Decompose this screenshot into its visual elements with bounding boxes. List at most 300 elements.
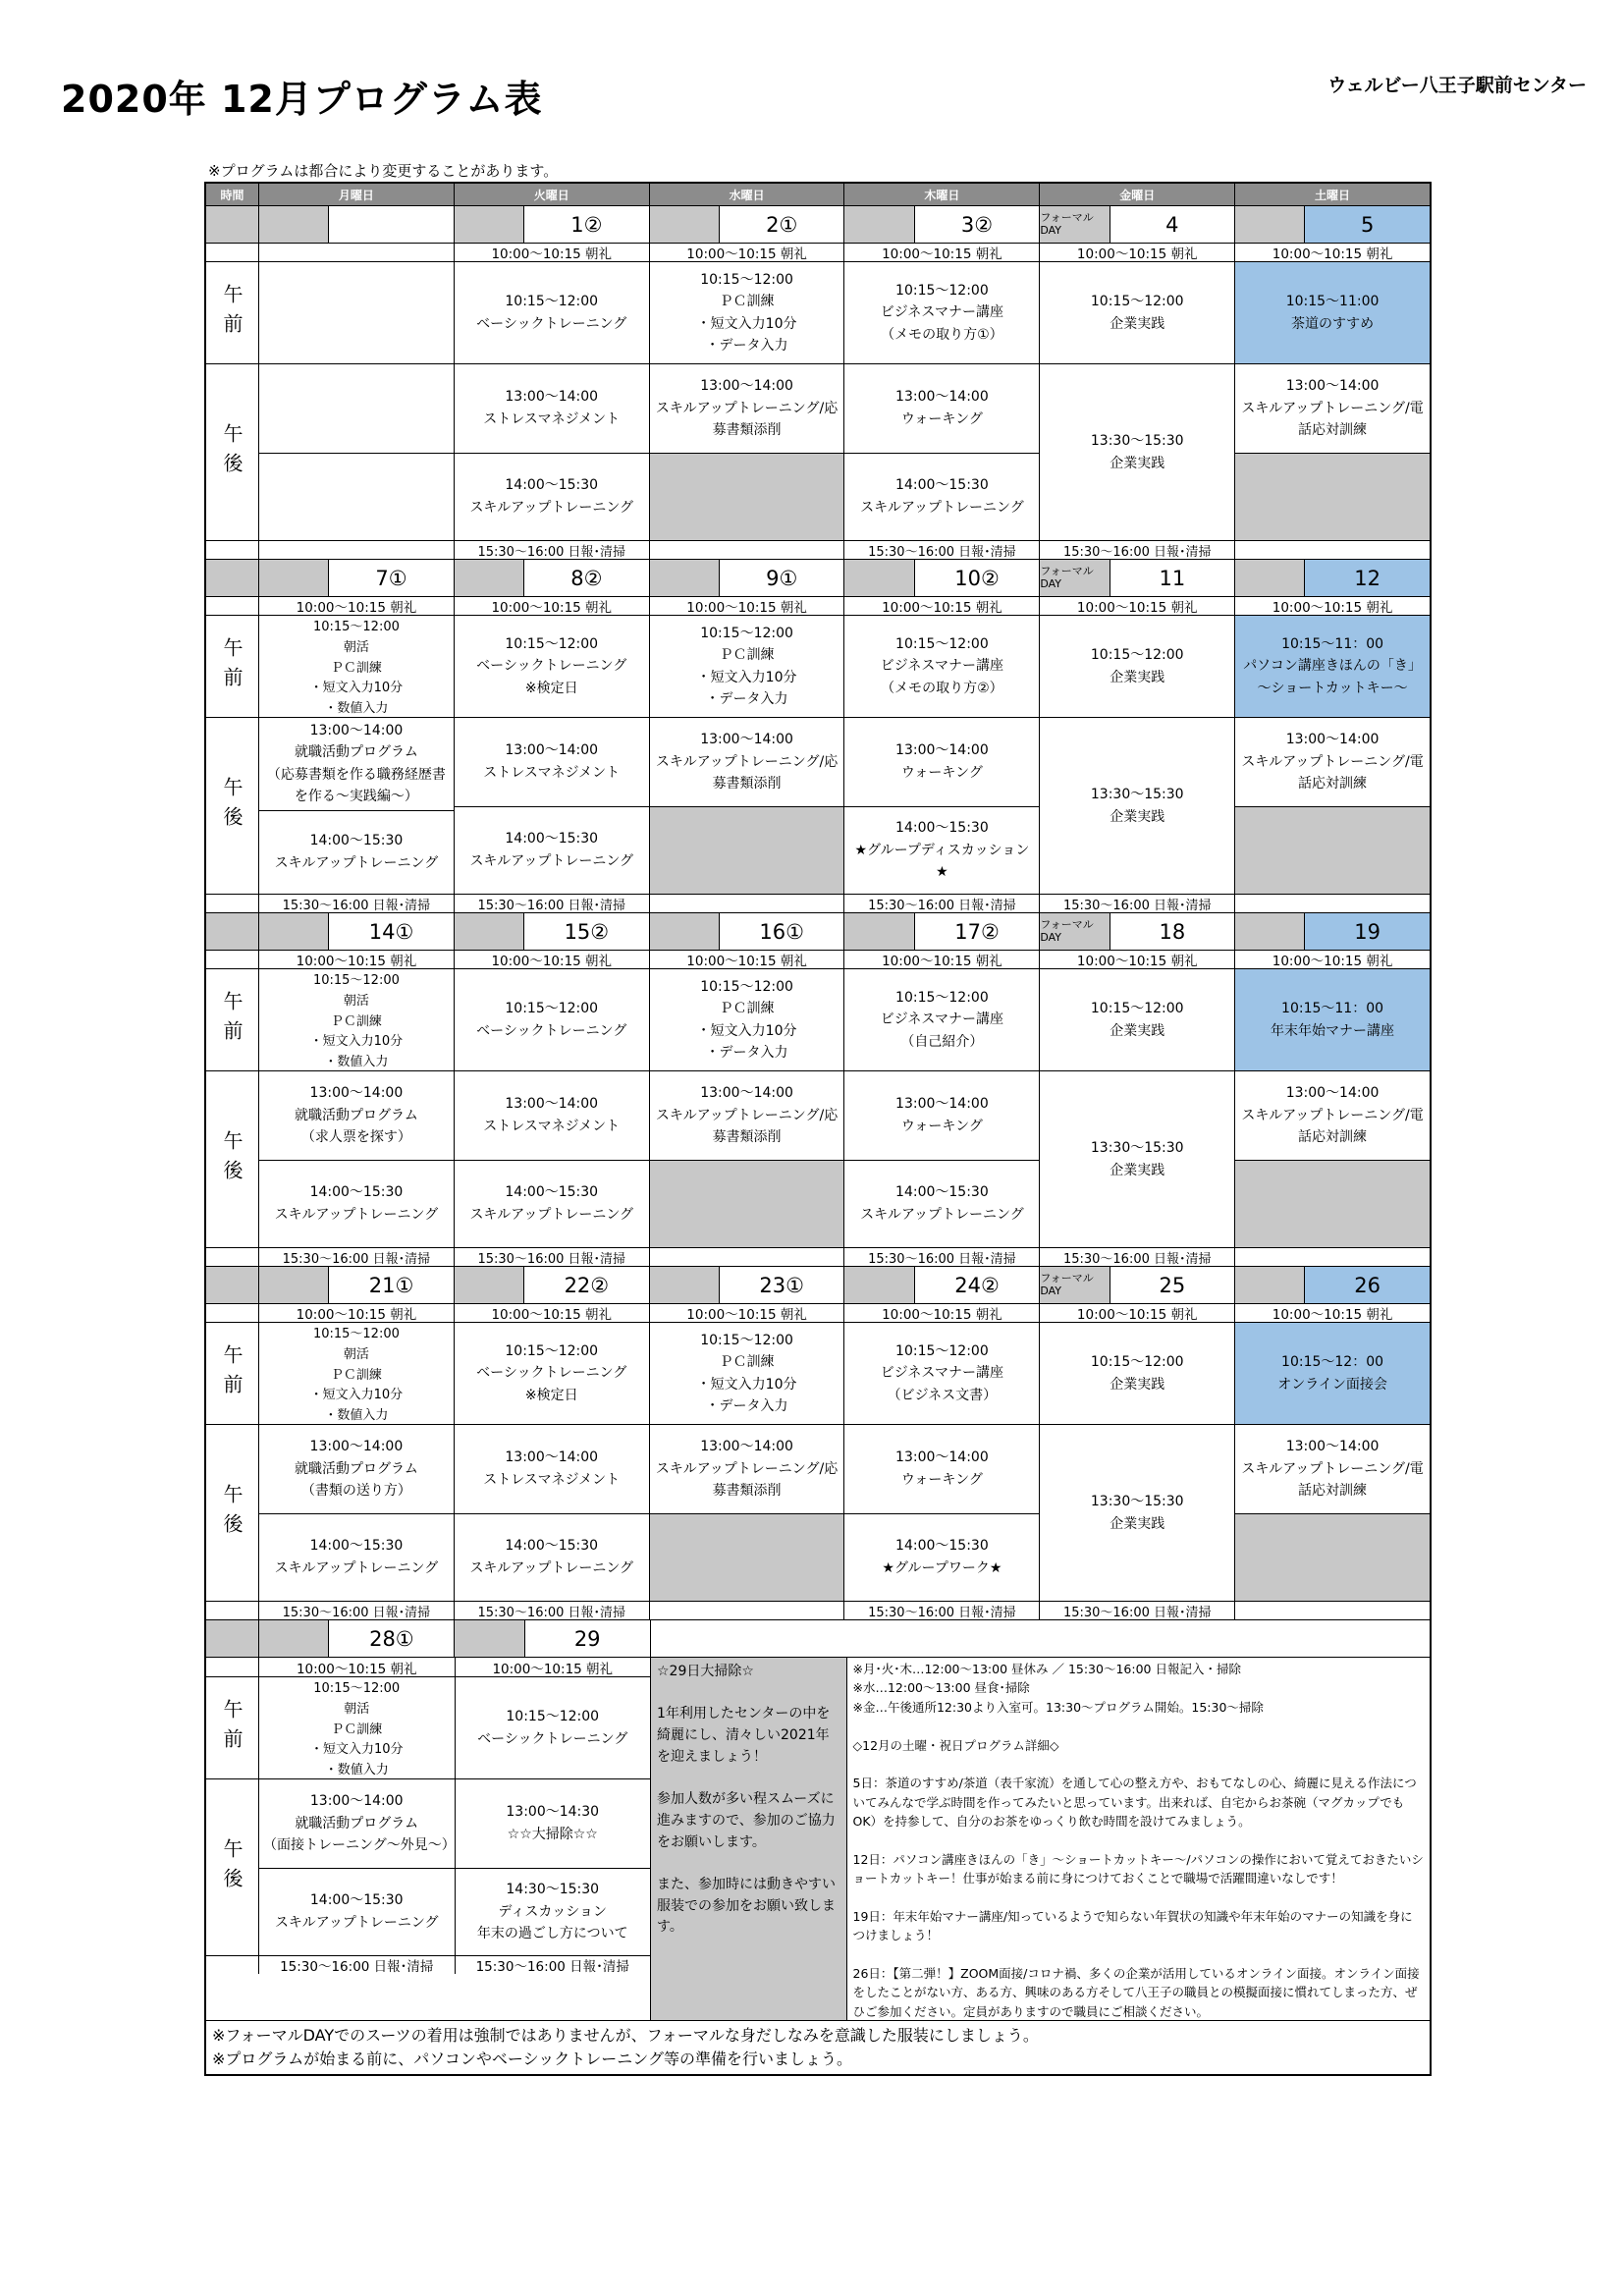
end-of-day-cell: 15:30～16:00 日報･清掃 xyxy=(843,541,1039,559)
date-row xyxy=(206,1619,1430,1657)
end-of-day-cell: 15:30～16:00 日報･清掃 xyxy=(258,1248,454,1266)
morning-assembly-cell: 10:00～10:15 朝礼 xyxy=(649,597,844,615)
am-program-cell xyxy=(1234,616,1430,717)
am-program-text: 10:15～11:00 茶道のすすめ xyxy=(1285,294,1380,332)
date-label-left xyxy=(455,560,524,596)
pm2-program-text xyxy=(650,1160,844,1248)
morning-assembly-cell: 10:00～10:15 朝礼 xyxy=(454,1304,649,1322)
pm2-program-text xyxy=(650,1513,844,1602)
end-of-day-cell xyxy=(258,541,454,559)
date-row xyxy=(206,205,1430,243)
date-number: 18 xyxy=(1159,919,1186,944)
morning-assembly-cell: 10:00～10:15 朝礼 xyxy=(843,951,1039,968)
date-row xyxy=(206,1266,1430,1303)
pm-program-text: 13:00～14:00 ストレスマネジメント xyxy=(483,742,621,781)
date-cell xyxy=(454,560,649,596)
am-program-text: 10:15～12:00 企業実践 xyxy=(1090,1001,1184,1039)
am-program-cell xyxy=(1039,969,1234,1070)
date-label-left xyxy=(1235,1267,1305,1303)
am-program-text: 10:15～12:00 ＰＣ訓練 ・短文入力10分 ・データ入力 xyxy=(696,625,797,707)
date-label-left xyxy=(1040,913,1110,950)
am-program-text: 10:15～12:00 ベーシックトレーニング xyxy=(476,294,627,332)
formal-day-label: フォーマル DAY xyxy=(1040,1271,1094,1297)
date-cell xyxy=(258,913,454,950)
pm-program-text: 13:00～14:00 スキルアップトレーニング/電話応対訓練 xyxy=(1241,732,1424,792)
end-of-day-cell: 15:30～16:00 日報･清掃 xyxy=(454,895,649,912)
pm-program-cell xyxy=(649,718,844,894)
date-cell xyxy=(649,206,844,243)
am-program-text: 10:15～12:00 朝活 ＰＣ訓練 ・短文入力10分 ・数値入力 xyxy=(309,1681,404,1778)
pm-program-cell xyxy=(258,1425,454,1601)
formal-day-label: フォーマル DAY xyxy=(1040,564,1094,590)
time-label-pm: 午後 xyxy=(220,1483,244,1543)
am-program-cell xyxy=(649,616,844,717)
date-number xyxy=(329,206,454,243)
am-program-cell xyxy=(649,969,844,1070)
date-cell xyxy=(1039,1267,1234,1303)
date-cell xyxy=(649,913,844,950)
morning-assembly-cell: 10:00～10:15 朝礼 xyxy=(1039,1304,1234,1322)
time-label-pm: 午後 xyxy=(220,776,244,836)
am-program-text: 10:15～12:00 ビジネスマナー講座 （自己紹介） xyxy=(880,989,1004,1050)
pm-program-text: 13:00～14:00 就職活動プログラム （書類の送り方） xyxy=(294,1439,418,1499)
am-program-text: 10:15～12:00 朝活 ＰＣ訓練 ・短文入力10分 ・数値入力 xyxy=(309,1327,404,1424)
am-program-text: 10:15～12:00 朝活 ＰＣ訓練 ・短文入力10分 ・数値入力 xyxy=(309,973,404,1070)
pm-program-cell xyxy=(1039,718,1234,894)
pm-program-cell xyxy=(258,718,454,894)
date-cell xyxy=(258,1267,454,1303)
am-program-cell xyxy=(843,969,1039,1070)
morning-assembly-cell: 10:00～10:15 朝礼 xyxy=(1039,244,1234,261)
pm-program-text: 13:00～14:00 ウォーキング xyxy=(895,389,989,427)
date-label-left xyxy=(1235,206,1305,243)
date-number: 3② xyxy=(960,212,994,237)
am-program-cell xyxy=(454,1323,649,1424)
page-title: 2020年 12月プログラム表 xyxy=(61,78,543,121)
end-of-day-cell: 15:30～16:00 日報･清掃 xyxy=(454,1602,649,1619)
date-cell xyxy=(1234,560,1430,596)
pm2-program-text: 14:00～15:30 スキルアップトレーニング xyxy=(455,1513,649,1602)
morning-assembly-cell: 10:00～10:15 朝礼 xyxy=(454,244,649,261)
footer-notes xyxy=(206,2020,1430,2074)
pm-program-cell xyxy=(843,1071,1039,1247)
date-label-left xyxy=(844,206,914,243)
date-number: 7① xyxy=(375,566,407,590)
morning-assembly-cell: 10:00～10:15 朝礼 xyxy=(649,244,844,261)
pm-program-cell xyxy=(1234,1071,1430,1247)
last-week-body: 10:00～10:15 朝礼 10:00～10:15 朝礼 午前 10:15～12:00 朝活 ＰＣ訓練 ・短文入力10分 ・数値入力 10:15～12:00 ベーシックトレーニング 午後 13:00～14:00 就職活動プログラム （面接トレーニング～外見～） 14:00～15:30 スキルアップトレーニング 13:00～14:30 ☆☆大掃除☆☆ 14:30～15:30 ディスカッション 年末の過ごし方について 15:30～16:00 日報･清掃 15:30～16:00 日報･清掃 ☆29日大掃除☆ 1年利用したセンターの中を綺麗にし、清々しい2021年を迎えましょう！ 参加人数が多い程スムーズに進みますので、参加のご協力をお願いします。 また、参加時には動きやすい服装での参加をお願い致します。 ※月･火･木…12:00～13:00 昼休み ／ 15:30～16:00 日報記入・掃除 ※水…12:00～13:00 昼食･掃除 ※金…午後通所12:30より入室可。13:30～プログラム開始。15:30～掃除 ◇12月の土曜・祝日プログラム詳細◇ 5日：茶道のすすめ/茶道（表千家流）を通して心の整え方や、おもてなしの心、綺麗に見える作法についてみんなで学ぶ時間を作ってみたいと思っています。出来れば、自宅からお茶碗（マグカップでもOK）を持参して、自分のお茶をゆっくり飲む時間を設けてみましょう。 12日：パソコン講座きほんの「き」～ショートカットキー～/パソコンの操作において覚えておきたいショートカットキー！仕事が始まる前に身につけておくことで職場で活躍間違いなしです！ 19日：年末年始マナー講座/知っているようで知らない年賀状の知識や年末年始のマナーの知識を身につけましょう！ 26日：【第二弾！】ZOOM面接/コロナ禍、多くの企業が活用しているオンライン面接。オンライン面接をしたことがない方、ある方、興味のある方そして八王子の職員との模擬面接に慣れてしまった方、ぜひご参加ください。定員がありますので職員にご相談ください。 xyxy=(206,1657,1430,2020)
pm-program-cell xyxy=(454,1071,649,1247)
pm-program-cell xyxy=(649,1071,844,1247)
am-row xyxy=(206,1322,1430,1424)
date-label-left xyxy=(259,560,329,596)
pm-program-cell xyxy=(843,364,1039,540)
time-label-am: 午前 xyxy=(220,1698,244,1758)
am-program-cell xyxy=(843,616,1039,717)
time-label-am: 午前 xyxy=(220,283,244,343)
morning-assembly-cell: 10:00～10:15 朝礼 xyxy=(1234,1304,1430,1322)
time-cell xyxy=(206,206,258,243)
end-of-day-cell xyxy=(1234,1248,1430,1266)
am-program-text: 10:15～12:00 ビジネスマナー講座 （ビジネス文書） xyxy=(880,1342,1004,1403)
formal-day-label: フォーマル DAY xyxy=(1040,210,1094,237)
footer-note: ※プログラムが始まる前に、パソコンやベーシックトレーニング等の準備を行いましょう。 xyxy=(212,2050,852,2068)
pm-program-cell xyxy=(454,1425,649,1601)
pm-program-cell xyxy=(1039,364,1234,540)
pm2-program-text: 14:00～15:30 スキルアップトレーニング xyxy=(844,453,1039,541)
morning-assembly-row xyxy=(206,1303,1430,1322)
end-of-day-cell: 15:30～16:00 日報･清掃 xyxy=(258,1602,454,1619)
pm2-program-text xyxy=(1235,1513,1430,1602)
am-program-text: 10:15～12：00 オンライン面接会 xyxy=(1277,1354,1387,1393)
pm-program-text: 13:00～14:00 就職活動プログラム （応募書類を作る職務経歴書を作る～実践編～） xyxy=(266,723,446,805)
morning-assembly-cell: 10:00～10:15 朝礼 xyxy=(843,1304,1039,1322)
pm-program-text: 13:00～14:00 スキルアップトレーニング/電話応対訓練 xyxy=(1241,378,1424,438)
end-of-day-cell: 15:30～16:00 日報･清掃 xyxy=(258,895,454,912)
pm-program-cell xyxy=(843,1425,1039,1601)
pm-program-text: 13:30～15:30 企業実践 xyxy=(1090,1494,1184,1532)
date-cell xyxy=(1234,913,1430,950)
pm2-program-text xyxy=(1235,806,1430,895)
end-row xyxy=(206,894,1430,912)
date-label-left xyxy=(455,206,524,243)
change-note: ※プログラムは都合により変更することがあります。 xyxy=(208,162,559,180)
date-label-left xyxy=(1040,560,1110,596)
end-of-day-cell: 15:30～16:00 日報･清掃 xyxy=(843,1602,1039,1619)
date-number: 26 xyxy=(1305,1267,1430,1303)
date-cell xyxy=(454,913,649,950)
morning-assembly-row xyxy=(206,243,1430,261)
date-number: 15② xyxy=(564,919,610,944)
date-cell xyxy=(843,560,1039,596)
weekday-header-cell: 金曜日 xyxy=(1039,184,1234,205)
pm-row xyxy=(206,1424,1430,1601)
date-number: 23① xyxy=(759,1273,804,1297)
date-number: 4 xyxy=(1165,212,1179,237)
morning-assembly-cell xyxy=(258,244,454,261)
pm-program-cell xyxy=(1234,1425,1430,1601)
date-number: 1② xyxy=(570,212,603,237)
pm2-program-text xyxy=(650,453,844,541)
pm2-program-text xyxy=(1235,453,1430,541)
pm-program-text: 13:00～14:30 ☆☆大掃除☆☆ xyxy=(506,1804,600,1842)
end-of-day-cell xyxy=(1234,1602,1430,1619)
date-number: 2① xyxy=(766,212,798,237)
pm2-program-text: 14:00～15:30 スキルアップトレーニング xyxy=(259,1868,455,1956)
am-program-text: 10:15～12:00 企業実践 xyxy=(1090,647,1184,685)
date-label-left xyxy=(650,913,720,950)
end-of-day-cell: 15:30～16:00 日報･清掃 xyxy=(843,895,1039,912)
date-number: 11 xyxy=(1159,566,1186,590)
pm-program-text: 13:00～14:00 ウォーキング xyxy=(895,1449,989,1488)
end-of-day-cell xyxy=(649,895,844,912)
pm2-program-text: 14:00～15:30 スキルアップトレーニング xyxy=(455,453,649,541)
footer-note: ※フォーマルDAYでのスーツの着用は強制ではありませんが、フォーマルな身だしなみを意識した服装にしましょう。 xyxy=(212,2026,1039,2045)
am-program-text: 10:15～12:00 ビジネスマナー講座 （メモの取り方①） xyxy=(880,282,1004,343)
date-cell xyxy=(1234,206,1430,243)
weekday-header-cell: 土曜日 xyxy=(1234,184,1430,205)
time-label-pm: 午後 xyxy=(220,1837,244,1897)
pm-program-cell xyxy=(649,1425,844,1601)
morning-assembly-cell: 10:00～10:15 朝礼 xyxy=(258,1304,454,1322)
date-label-left xyxy=(650,560,720,596)
schedule-grid xyxy=(204,182,1432,2076)
pm2-program-text: 14:00～15:30 スキルアップトレーニング xyxy=(259,810,454,894)
date-cell xyxy=(1039,913,1234,950)
date-number: 9① xyxy=(766,566,798,590)
pm2-program-text xyxy=(1235,1160,1430,1248)
am-program-cell xyxy=(1234,1323,1430,1424)
date-label-left xyxy=(455,1267,524,1303)
morning-assembly-row xyxy=(206,950,1430,968)
am-program-cell xyxy=(1234,969,1430,1070)
morning-assembly-cell: 10:00～10:15 朝礼 xyxy=(1234,597,1430,615)
pm-program-text: 13:00～14:00 ストレスマネジメント xyxy=(483,1449,621,1488)
pm-program-cell xyxy=(649,364,844,540)
am-program-text: 10:15～12:00 ＰＣ訓練 ・短文入力10分 ・データ入力 xyxy=(696,271,797,354)
am-program-text: 10:15～12:00 朝活 ＰＣ訓練 ・短文入力10分 ・数値入力 xyxy=(309,620,404,717)
end-row xyxy=(206,1601,1430,1619)
time-label-am: 午前 xyxy=(220,636,244,696)
end-row xyxy=(206,540,1430,559)
weekday-header-cell: 木曜日 xyxy=(843,184,1039,205)
morning-assembly-cell: 10:00～10:15 朝礼 xyxy=(649,1304,844,1322)
am-program-text xyxy=(259,262,454,363)
am-program-text: 10:15～12:00 企業実践 xyxy=(1090,1354,1184,1393)
date-number: 12 xyxy=(1305,560,1430,596)
pm2-program-text: 14:00～15:30 スキルアップトレーニング xyxy=(455,806,649,895)
am-program-cell xyxy=(258,969,454,1070)
am-row xyxy=(206,968,1430,1070)
date-number: 22② xyxy=(564,1273,610,1297)
am-program-text: 10:15～11：00 パソコン講座きほんの「き」 ～ショートカットキー～ xyxy=(1243,635,1422,696)
morning-assembly-cell: 10:00～10:15 朝礼 xyxy=(843,244,1039,261)
date-number: 25 xyxy=(1159,1273,1186,1297)
pm2-program-text: 14:00～15:30 ★グループディスカッション★ xyxy=(844,806,1039,895)
am-program-cell xyxy=(454,969,649,1070)
pm-program-text: 13:30～15:30 企業実践 xyxy=(1090,787,1184,825)
pm-program-text: 13:00～14:00 スキルアップトレーニング/応募書類添削 xyxy=(655,378,839,438)
morning-assembly-row xyxy=(206,596,1430,615)
pm-program-text: 13:30～15:30 企業実践 xyxy=(1090,1140,1184,1178)
am-program-cell xyxy=(454,262,649,363)
pm-program-text xyxy=(259,364,454,453)
pm-program-cell xyxy=(258,364,454,540)
date-number: 28① xyxy=(369,1626,414,1651)
morning-assembly-cell: 10:00～10:15 朝礼 xyxy=(649,951,844,968)
date-label-left xyxy=(844,560,914,596)
pm2-program-text: 14:00～15:30 スキルアップトレーニング xyxy=(259,1513,454,1602)
time-label-pm: 午後 xyxy=(220,1129,244,1189)
pm-program-cell xyxy=(1234,718,1430,894)
date-number: 16① xyxy=(759,919,804,944)
am-program-text: 10:15～12:00 ベーシックトレーニング xyxy=(476,1001,627,1039)
time-cell xyxy=(206,560,258,596)
morning-assembly-cell: 10:00～10:15 朝礼 xyxy=(1234,244,1430,261)
pm2-program-text xyxy=(650,806,844,895)
am-program-cell xyxy=(1039,262,1234,363)
date-cell xyxy=(649,1267,844,1303)
weekday-header xyxy=(206,184,1430,205)
pm-program-cell xyxy=(454,718,649,894)
am-program-cell xyxy=(1039,1323,1234,1424)
date-cell xyxy=(258,206,454,243)
date-number: 21① xyxy=(368,1273,414,1297)
date-label-left xyxy=(1040,206,1110,243)
am-program-text: 10:15～12:00 ベーシックトレーニング ※検定日 xyxy=(476,1342,627,1403)
am-program-cell xyxy=(258,616,454,717)
weekday-header-cell: 火曜日 xyxy=(454,184,649,205)
pm2-program-text: 14:00～15:30 スキルアップトレーニング xyxy=(259,1160,454,1248)
date-label-left xyxy=(259,913,329,950)
date-number: 24② xyxy=(954,1273,1000,1297)
date-cell xyxy=(843,1267,1039,1303)
morning-assembly-cell: 10:00～10:15 朝礼 xyxy=(454,951,649,968)
date-label-left xyxy=(650,1267,720,1303)
end-of-day-cell: 15:30～16:00 日報･清掃 xyxy=(1039,541,1234,559)
am-row xyxy=(206,615,1430,717)
date-label-left xyxy=(844,913,914,950)
date-number: 5 xyxy=(1305,206,1430,243)
am-program-text: 10:15～12:00 ビジネスマナー講座 （メモの取り方②） xyxy=(880,635,1004,696)
date-label-left xyxy=(1235,560,1305,596)
pm-program-cell xyxy=(258,1071,454,1247)
pm-row xyxy=(206,363,1430,540)
pm-program-text: 13:00～14:00 就職活動プログラム （面接トレーニング～外見～） xyxy=(263,1793,456,1853)
time-cell xyxy=(206,1267,258,1303)
date-number: 8② xyxy=(570,566,603,590)
morning-assembly-cell: 10:00～10:15 朝礼 xyxy=(1039,951,1234,968)
morning-assembly-cell: 10:00～10:15 朝礼 xyxy=(1039,597,1234,615)
am-row xyxy=(206,261,1430,363)
date-number: 29 xyxy=(573,1626,601,1651)
pm2-program-text: 14:00～15:30 スキルアップトレーニング xyxy=(455,1160,649,1248)
pm-row xyxy=(206,1070,1430,1247)
pm-program-text: 13:00～14:00 スキルアップトレーニング/電話応対訓練 xyxy=(1241,1439,1424,1499)
date-label-left xyxy=(259,1267,329,1303)
am-program-text: 10:15～12:00 ＰＣ訓練 ・短文入力10分 ・データ入力 xyxy=(696,978,797,1061)
am-program-cell xyxy=(258,262,454,363)
am-program-text: 10:15～12:00 企業実践 xyxy=(1090,294,1184,332)
time-label-am: 午前 xyxy=(220,990,244,1050)
date-label-left xyxy=(1235,913,1305,950)
am-program-cell xyxy=(843,1323,1039,1424)
morning-assembly-cell: 10:00～10:15 朝礼 xyxy=(1234,951,1430,968)
end-of-day-cell xyxy=(1234,541,1430,559)
am-program-text: 10:15～12:00 ＰＣ訓練 ・短文入力10分 ・データ入力 xyxy=(696,1332,797,1414)
am-program-cell xyxy=(1039,616,1234,717)
time-cell xyxy=(206,913,258,950)
time-label-pm: 午後 xyxy=(220,422,244,482)
pm-program-text: 13:30～15:30 企業実践 xyxy=(1090,433,1184,471)
end-of-day-cell: 15:30～16:00 日報･清掃 xyxy=(454,541,649,559)
date-row xyxy=(206,912,1430,950)
end-of-day-cell xyxy=(649,541,844,559)
morning-assembly-cell: 10:00～10:15 朝礼 xyxy=(843,597,1039,615)
date-cell xyxy=(258,560,454,596)
weekday-header-cell: 水曜日 xyxy=(649,184,844,205)
pm-program-text: 13:00～14:00 ストレスマネジメント xyxy=(483,389,621,427)
pm-program-text: 13:00～14:00 ウォーキング xyxy=(895,742,989,781)
am-program-text: 10:15～12:00 ベーシックトレーニング ※検定日 xyxy=(476,635,627,696)
pm-program-text: 13:00～14:00 就職活動プログラム （求人票を探す） xyxy=(294,1085,418,1145)
date-label-left xyxy=(455,913,524,950)
am-program-cell xyxy=(1234,262,1430,363)
date-number: 17② xyxy=(954,919,1000,944)
pm-program-cell xyxy=(1039,1071,1234,1247)
date-label-left xyxy=(650,206,720,243)
end-of-day-cell: 15:30～16:00 日報･清掃 xyxy=(1039,1602,1234,1619)
end-of-day-cell: 15:30～16:00 日報･清掃 xyxy=(454,1248,649,1266)
end-of-day-cell xyxy=(649,1602,844,1619)
date-cell xyxy=(1039,206,1234,243)
pm-program-text: 13:00～14:00 ストレスマネジメント xyxy=(483,1096,621,1134)
pm-program-text: 13:00～14:00 スキルアップトレーニング/応募書類添削 xyxy=(655,1439,839,1499)
cleaning-notice: ☆29日大掃除☆ 1年利用したセンターの中を綺麗にし、清々しい2021年を迎えましょう！ 参加人数が多い程スムーズに進みますので、参加のご協力をお願いします。 また、参加時には動きやすい服装での参加をお願い致します。 xyxy=(650,1658,846,2020)
date-number: 14① xyxy=(368,919,414,944)
date-cell xyxy=(454,206,649,243)
end-of-day-cell: 15:30～16:00 日報･清掃 xyxy=(1039,895,1234,912)
schedule-info: ※月･火･木…12:00～13:00 昼休み ／ 15:30～16:00 日報記入・掃除 ※水…12:00～13:00 昼食･掃除 ※金…午後通所12:30より入室可。13:30～プログラム開始。15:30～掃除 ◇12月の土曜・祝日プログラム詳細◇ 5日：茶道のすすめ/茶道（表千家流）を通して心の整え方や、おもてなしの心、綺麗に見える作法についてみんなで学ぶ時間を作ってみたいと思っています。出来れば、自宅からお茶碗（マグカップでもOK）を持参して、自分のお茶をゆっくり飲む時間を設けてみましょう。 12日：パソコン講座きほんの「き」～ショートカットキー～/パソコンの操作において覚えておきたいショートカットキー！仕事が始まる前に身につけておくことで職場で活躍間違いなしです！ 19日：年末年始マナー講座/知っているようで知らない年賀状の知識や年末年始のマナーの知識を身につけましょう！ 26日：【第二弾！】ZOOM面接/コロナ禍、多くの企業が活用しているオンライン面接。オンライン面接をしたことがない方、ある方、興味のある方そして八王子の職員との模擬面接に慣れてしまった方、ぜひご参加ください。定員がありますので職員にご相談ください。 xyxy=(846,1658,1431,2020)
date-cell xyxy=(1234,1267,1430,1303)
am-program-cell xyxy=(649,262,844,363)
am-program-cell xyxy=(649,1323,844,1424)
date-label-left xyxy=(844,1267,914,1303)
pm-program-text: 13:00～14:00 スキルアップトレーニング/応募書類添削 xyxy=(655,732,839,792)
pm-program-cell xyxy=(1234,364,1430,540)
pm2-program-text xyxy=(259,453,454,541)
weekday-header-cell: 月曜日 xyxy=(258,184,454,205)
morning-assembly-cell: 10:00～10:15 朝礼 xyxy=(454,597,649,615)
pm-program-text: 13:00～14:00 スキルアップトレーニング/応募書類添削 xyxy=(655,1085,839,1145)
end-row xyxy=(206,1247,1430,1266)
pm-program-text: 13:00～14:00 スキルアップトレーニング/電話応対訓練 xyxy=(1241,1085,1424,1145)
pm-program-text: 13:00～14:00 ウォーキング xyxy=(895,1096,989,1134)
center-name: ウェルビー八王子駅前センター xyxy=(1327,75,1587,96)
date-label-left xyxy=(259,206,329,243)
am-program-text: 10:15～12:00 ベーシックトレーニング xyxy=(477,1709,628,1747)
time-label-am: 午前 xyxy=(220,1343,244,1403)
date-number: 19 xyxy=(1305,913,1430,950)
formal-day-label: フォーマル DAY xyxy=(1040,917,1094,944)
pm2-program-text: 14:30～15:30 ディスカッション 年末の過ごし方について xyxy=(456,1868,651,1956)
date-number: 10② xyxy=(954,566,1000,590)
date-label-left xyxy=(1040,1267,1110,1303)
pm2-program-text: 14:00～15:30 ★グループワーク★ xyxy=(844,1513,1039,1602)
pm-program-cell xyxy=(1039,1425,1234,1601)
date-cell xyxy=(843,206,1039,243)
date-cell xyxy=(843,913,1039,950)
date-cell xyxy=(649,560,844,596)
date-row xyxy=(206,559,1430,596)
pm-row xyxy=(206,717,1430,894)
am-program-cell xyxy=(843,262,1039,363)
end-of-day-cell xyxy=(649,1248,844,1266)
morning-assembly-cell: 10:00～10:15 朝礼 xyxy=(258,951,454,968)
am-program-cell xyxy=(258,1323,454,1424)
pm-program-cell xyxy=(843,718,1039,894)
end-of-day-cell: 15:30～16:00 日報･清掃 xyxy=(1039,1248,1234,1266)
morning-assembly-cell: 10:00～10:15 朝礼 xyxy=(258,597,454,615)
date-cell xyxy=(1039,560,1234,596)
end-of-day-cell xyxy=(1234,895,1430,912)
am-program-text: 10:15～11：00 年末年始マナー講座 xyxy=(1271,1001,1395,1039)
am-program-cell xyxy=(454,616,649,717)
end-of-day-cell: 15:30～16:00 日報･清掃 xyxy=(843,1248,1039,1266)
date-cell xyxy=(454,1267,649,1303)
pm2-program-text: 14:00～15:30 スキルアップトレーニング xyxy=(844,1160,1039,1248)
weekday-header-cell: 時間 xyxy=(220,188,244,202)
